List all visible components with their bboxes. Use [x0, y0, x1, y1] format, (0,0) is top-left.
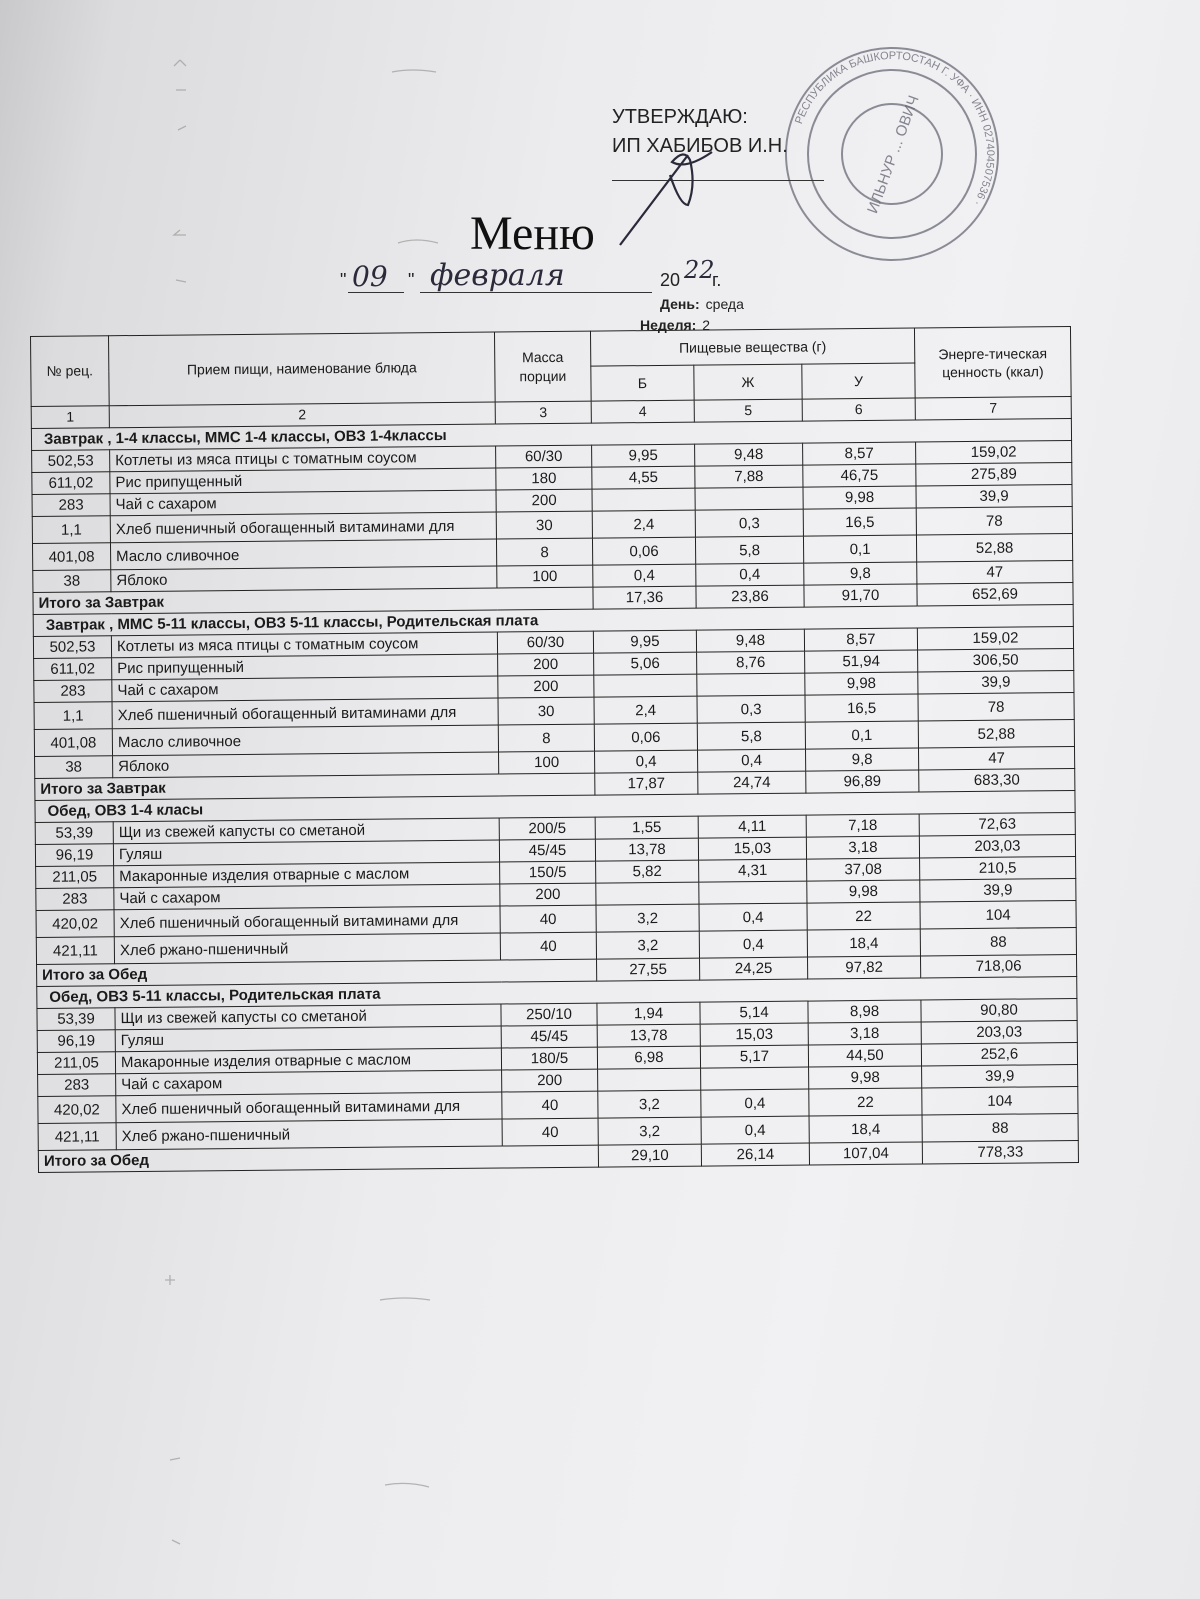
protein-value: 9,95 [592, 444, 695, 467]
total-energy: 683,30 [919, 768, 1075, 791]
section-title: Обед, ОВЗ 5-11 классы, Родительская плата [37, 976, 1077, 1008]
carbs-value: 0,1 [803, 535, 916, 563]
portion-mass: 45/45 [499, 839, 595, 862]
total-carbs: 96,89 [806, 770, 919, 793]
protein-value: 0,4 [593, 564, 696, 587]
dish-name: Чай с сахаром [110, 490, 496, 516]
portion-mass: 30 [496, 511, 592, 539]
carbs-value: 44,50 [808, 1044, 921, 1067]
header-energy: Энерге-тическая ценность (ккал) [914, 327, 1071, 398]
header-rec-no: № рец. [31, 336, 110, 407]
header-nutrients: Пищевые вещества (г) [590, 328, 914, 366]
portion-mass: 200 [500, 883, 596, 906]
fat-value: 15,03 [700, 1023, 808, 1046]
carbs-value: 16,5 [803, 508, 916, 536]
carbs-value: 37,08 [807, 858, 920, 881]
table-header [31, 327, 1072, 429]
protein-value: 1,94 [597, 1002, 700, 1025]
day-value: среда [705, 296, 744, 312]
carbs-value: 0,1 [805, 721, 918, 749]
portion-mass: 30 [498, 697, 594, 725]
recipe-number: 283 [34, 680, 112, 703]
fat-value: 0,4 [698, 749, 806, 772]
recipe-number: 211,05 [37, 1052, 115, 1075]
col-number: 2 [109, 402, 495, 428]
carbs-value: 22 [809, 1088, 922, 1116]
total-protein: 17,36 [593, 586, 696, 609]
carbs-value: 9,98 [805, 672, 918, 695]
dish-name: Масло сливочное [112, 725, 498, 756]
portion-mass: 200 [502, 1069, 598, 1092]
total-fat: 23,86 [696, 585, 804, 608]
dish-name: Яблоко [113, 752, 499, 778]
fat-value: 0,3 [695, 509, 803, 537]
dish-name: Яблоко [111, 566, 497, 592]
portion-mass: 60/30 [496, 445, 592, 468]
menu-table [30, 326, 1079, 1173]
col-number: 4 [591, 400, 694, 423]
handwritten-signature [610, 135, 740, 255]
protein-value: 5,82 [596, 860, 699, 883]
energy-value: 88 [920, 927, 1076, 955]
energy-value: 47 [917, 561, 1073, 584]
carbs-value: 3,18 [808, 1022, 921, 1045]
fat-value: 4,31 [699, 859, 807, 882]
col-number: 5 [694, 399, 802, 422]
carbs-value: 9,98 [807, 880, 920, 903]
quote-open: " [340, 270, 347, 290]
recipe-number: 211,05 [36, 866, 114, 889]
fat-value: 0,4 [696, 563, 804, 586]
portion-mass: 100 [499, 751, 595, 774]
carbs-value: 9,98 [803, 486, 916, 509]
day-label: День: [660, 296, 700, 312]
portion-mass: 40 [500, 932, 596, 960]
energy-value: 159,02 [917, 626, 1073, 649]
energy-value: 159,02 [916, 441, 1072, 464]
col-number: 7 [915, 397, 1071, 420]
total-label: Итого за Завтрак [33, 587, 593, 614]
energy-value: 203,03 [919, 834, 1075, 857]
svg-text:РЕСПУБЛИКА БАШКОРТОСТАН Г. УФА: РЕСПУБЛИКА БАШКОРТОСТАН Г. УФА · ИНН 027404507536 · [793, 49, 997, 208]
protein-value: 2,4 [594, 696, 697, 724]
fat-value: 4,11 [698, 815, 806, 838]
protein-value: 4,55 [592, 466, 695, 489]
protein-value: 2,4 [592, 510, 695, 538]
recipe-number: 421,11 [36, 937, 114, 965]
recipe-number: 96,19 [37, 1030, 115, 1053]
carbs-value: 22 [807, 902, 920, 930]
protein-value [596, 882, 699, 905]
header-mass: Масса порции [494, 331, 591, 402]
approval-signatory: ИП ХАБИБОВ И.Н. [612, 135, 788, 157]
dish-name: Гуляш [113, 840, 499, 866]
fat-value: 5,8 [695, 536, 803, 564]
recipe-number: 53,39 [35, 822, 113, 845]
recipe-number: 611,02 [34, 658, 112, 681]
total-protein: 27,55 [597, 958, 700, 981]
dish-name: Чай с сахаром [112, 676, 498, 702]
dish-name: Щи из свежей капусты со сметаной [115, 1004, 501, 1030]
day-of-week [660, 296, 744, 312]
carbs-value: 3,18 [806, 836, 919, 859]
protein-value: 3,2 [598, 1090, 701, 1118]
protein-value: 9,95 [593, 630, 696, 653]
fat-value: 5,14 [700, 1001, 808, 1024]
carbs-value: 46,75 [803, 464, 916, 487]
energy-value: 52,88 [916, 534, 1072, 562]
energy-value: 78 [918, 692, 1074, 720]
col-number: 3 [495, 401, 591, 424]
protein-value: 3,2 [598, 1117, 701, 1145]
quote-close: " [408, 270, 415, 290]
dish-name: Щи из свежей капусты со сметаной [113, 818, 499, 844]
dish-name: Чай с сахаром [114, 884, 500, 910]
fat-value: 8,76 [697, 651, 805, 674]
table-body [31, 419, 1078, 1173]
protein-value [598, 1068, 701, 1091]
portion-mass: 60/30 [497, 631, 593, 654]
header-protein: Б [591, 365, 694, 401]
fat-value [695, 487, 803, 510]
portion-mass: 40 [502, 1118, 598, 1146]
carbs-value: 9,8 [806, 748, 919, 771]
recipe-number: 502,53 [33, 636, 111, 659]
protein-value: 3,2 [596, 904, 699, 932]
portion-mass: 180/5 [501, 1047, 597, 1070]
portion-mass: 45/45 [501, 1025, 597, 1048]
carbs-value: 51,94 [805, 650, 918, 673]
total-energy: 652,69 [917, 583, 1073, 606]
official-seal-stamp [780, 42, 1005, 267]
page-title: Меню [470, 207, 595, 260]
section-title: Завтрак , ММС 5-11 классы, ОВЗ 5-11 классы, Родительская плата [33, 604, 1073, 636]
portion-mass: 8 [498, 724, 594, 752]
portion-mass: 8 [496, 538, 592, 566]
total-fat: 24,74 [698, 771, 806, 794]
energy-value: 90,80 [921, 998, 1077, 1021]
year-unit: г. [712, 270, 722, 290]
fat-value: 0,4 [699, 903, 807, 931]
total-protein: 17,87 [595, 772, 698, 795]
total-carbs: 91,70 [804, 584, 917, 607]
section-title: Завтрак , 1-4 классы, ММС 1-4 классы, ОВЗ 1-4классы [31, 419, 1071, 451]
fat-value: 9,48 [695, 443, 803, 466]
fat-value: 0,3 [697, 695, 805, 723]
carbs-value: 9,98 [809, 1066, 922, 1089]
energy-value: 252,6 [921, 1042, 1077, 1065]
svg-text:ИЛЬНУР ... ОВИЧ: ИЛЬНУР ... ОВИЧ [864, 93, 923, 216]
total-label: Итого за Обед [38, 1145, 598, 1172]
fat-value: 5,8 [697, 722, 805, 750]
carbs-value: 8,98 [808, 1000, 921, 1023]
energy-value: 47 [919, 746, 1075, 769]
energy-value: 210,5 [920, 856, 1076, 879]
fat-value: 0,4 [699, 930, 807, 958]
recipe-number: 421,11 [38, 1123, 116, 1151]
fat-value: 9,48 [696, 629, 804, 652]
energy-value: 104 [920, 900, 1076, 928]
total-label: Итого за Обед [37, 959, 597, 986]
protein-value: 5,06 [594, 652, 697, 675]
protein-value: 1,55 [595, 816, 698, 839]
dish-name: Чай с сахаром [116, 1070, 502, 1096]
portion-mass: 40 [500, 905, 596, 933]
carbs-value: 9,8 [804, 562, 917, 585]
energy-value: 78 [916, 507, 1072, 535]
energy-value: 275,89 [916, 463, 1072, 486]
col-number: 6 [802, 398, 915, 421]
recipe-number: 611,02 [32, 472, 110, 495]
header-dish: Прием пищи, наименование блюда [109, 332, 496, 406]
energy-value: 203,03 [921, 1020, 1077, 1043]
recipe-number: 96,19 [35, 844, 113, 867]
handwritten-year: 22 [684, 256, 715, 284]
fat-value: 0,4 [701, 1089, 809, 1117]
protein-value: 0,4 [595, 750, 698, 773]
week-label: Неделя: [640, 317, 697, 333]
col-number: 1 [31, 406, 109, 429]
fat-value: 0,4 [701, 1116, 809, 1144]
recipe-number: 283 [32, 494, 110, 517]
carbs-value: 8,57 [804, 628, 917, 651]
protein-value: 6,98 [597, 1046, 700, 1069]
fat-value: 5,17 [700, 1045, 808, 1068]
fat-value [699, 881, 807, 904]
total-fat: 24,25 [700, 957, 808, 980]
protein-value: 13,78 [597, 1024, 700, 1047]
portion-mass: 200 [498, 653, 594, 676]
dish-name: Хлеб ржано-пшеничный [116, 1119, 502, 1150]
recipe-number: 53,39 [37, 1008, 115, 1031]
total-label: Итого за Завтрак [35, 773, 595, 800]
protein-value [594, 674, 697, 697]
total-fat: 26,14 [701, 1143, 809, 1166]
energy-value: 39,9 [918, 670, 1074, 693]
energy-value: 39,9 [920, 878, 1076, 901]
portion-mass: 250/10 [501, 1003, 597, 1026]
section-title: Обед, ОВЗ 1-4 класы [35, 790, 1075, 822]
fat-value [697, 673, 805, 696]
recipe-number: 420,02 [38, 1096, 116, 1124]
energy-value: 72,63 [919, 812, 1075, 835]
energy-value: 39,9 [922, 1064, 1078, 1087]
dish-name: Масло сливочное [110, 539, 496, 570]
portion-mass: 100 [497, 565, 593, 588]
recipe-number: 420,02 [36, 910, 114, 938]
dish-name: Котлеты из мяса птицы с томатным соусом [110, 446, 496, 472]
dish-name: Хлеб пшеничный обогащенный витаминами для [112, 698, 498, 729]
dish-name: Рис припущенный [112, 654, 498, 680]
approval-title: УТВЕРЖДАЮ: [612, 106, 748, 128]
portion-mass: 40 [502, 1091, 598, 1119]
protein-value [592, 488, 695, 511]
protein-value: 3,2 [596, 931, 699, 959]
energy-value: 88 [922, 1113, 1078, 1141]
dish-name: Хлеб пшеничный обогащенный витаминами для [116, 1092, 502, 1123]
dish-name: Хлеб ржано-пшеничный [114, 933, 500, 964]
energy-value: 306,50 [918, 648, 1074, 671]
carbs-value: 8,57 [803, 442, 916, 465]
dish-name: Гуляш [115, 1026, 501, 1052]
portion-mass: 150/5 [500, 861, 596, 884]
protein-value: 13,78 [595, 838, 698, 861]
energy-value: 104 [922, 1086, 1078, 1114]
carbs-value: 7,18 [806, 814, 919, 837]
energy-value: 52,88 [918, 719, 1074, 747]
total-energy: 718,06 [921, 954, 1077, 977]
year-prefix: 20 [660, 270, 681, 290]
dish-name: Рис припущенный [110, 468, 496, 494]
dish-name: Макаронные изделия отварные с маслом [114, 862, 500, 888]
total-carbs: 107,04 [809, 1142, 922, 1165]
dish-name: Хлеб пшеничный обогащенный витаминами для [114, 906, 500, 937]
dish-name: Макаронные изделия отварные с маслом [115, 1048, 501, 1074]
protein-value: 0,06 [594, 723, 697, 751]
portion-mass: 180 [496, 467, 592, 490]
total-carbs: 97,82 [807, 956, 920, 979]
recipe-number: 502,53 [32, 450, 110, 473]
recipe-number: 38 [35, 756, 113, 779]
handwritten-month: февраля [430, 258, 565, 293]
carbs-value: 16,5 [805, 694, 918, 722]
fat-value [701, 1067, 809, 1090]
carbs-value: 18,4 [807, 929, 920, 957]
week-value: 2 [702, 317, 711, 333]
carbs-value: 18,4 [809, 1115, 922, 1143]
portion-mass: 200 [498, 675, 594, 698]
handwritten-day: 09 [352, 260, 388, 293]
recipe-number: 401,08 [32, 543, 110, 571]
header-carbs: У [802, 363, 915, 399]
portion-mass: 200 [496, 489, 592, 512]
fat-value: 7,88 [695, 465, 803, 488]
month-underline [420, 292, 652, 293]
dish-name: Котлеты из мяса птицы с томатным соусом [111, 632, 497, 658]
portion-mass: 200/5 [499, 817, 595, 840]
recipe-number: 283 [36, 888, 114, 911]
recipe-number: 401,08 [34, 729, 112, 757]
dish-name: Хлеб пшеничный обогащенный витаминами для [110, 512, 496, 543]
fat-value: 15,03 [698, 837, 806, 860]
recipe-number: 38 [33, 570, 111, 593]
recipe-number: 1,1 [34, 702, 112, 730]
energy-value: 39,9 [916, 485, 1072, 508]
protein-value: 0,06 [592, 537, 695, 565]
recipe-number: 283 [38, 1074, 116, 1097]
header-fat: Ж [694, 364, 802, 400]
total-energy: 778,33 [922, 1140, 1078, 1163]
day-underline [348, 292, 404, 293]
recipe-number: 1,1 [32, 516, 110, 544]
total-protein: 29,10 [598, 1144, 701, 1167]
